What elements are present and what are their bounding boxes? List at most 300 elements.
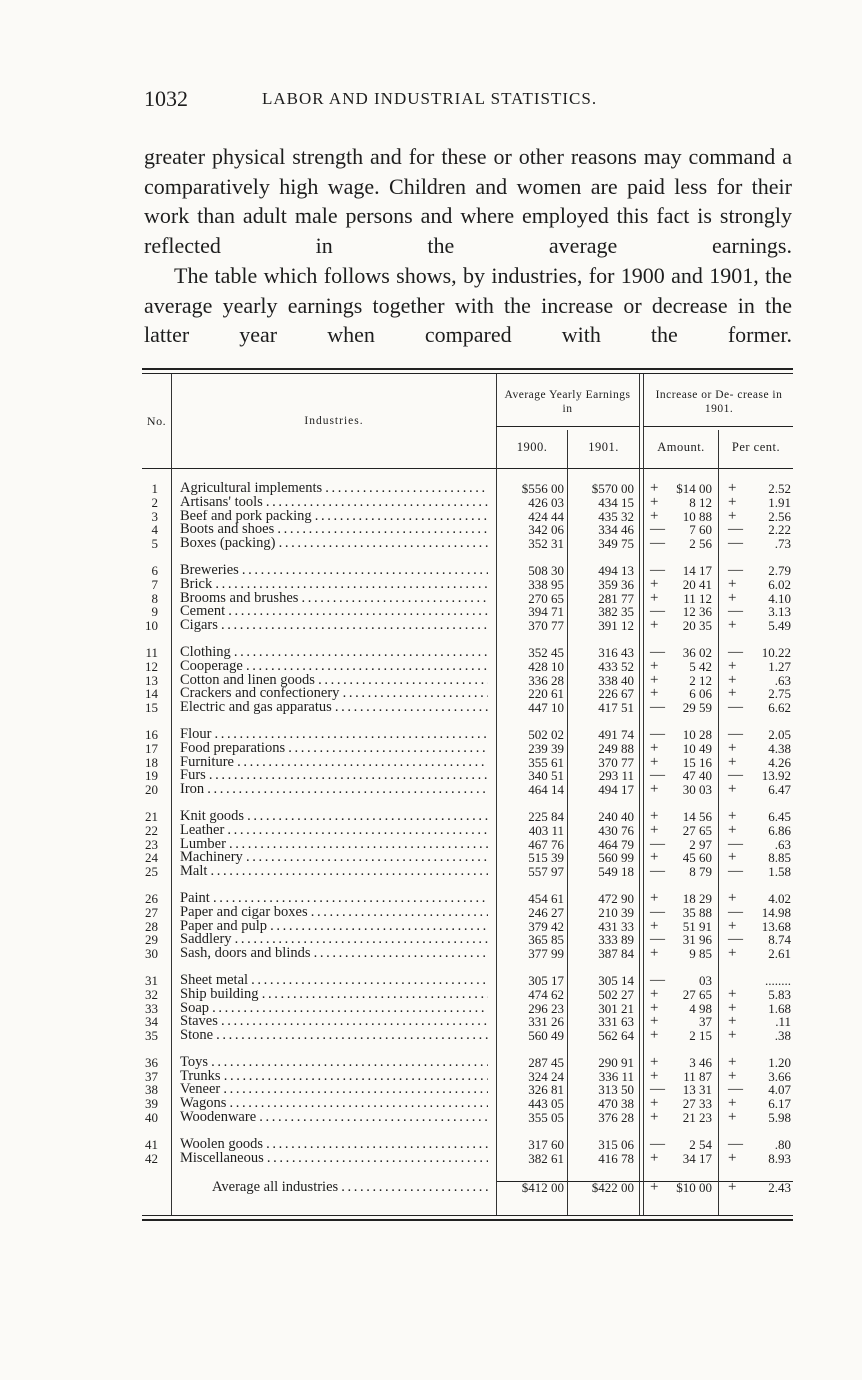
table-row — [140, 783, 796, 797]
earnings-1901: 316 43 — [598, 644, 634, 660]
change-percent: .63 — [774, 672, 791, 688]
change-sign: — — [650, 521, 665, 538]
change-sign: — — [650, 835, 665, 852]
change-amount: 2 15 — [689, 1028, 712, 1044]
header-increase-decrease: Increase or De- crease in 1901. — [655, 389, 783, 415]
earnings-1901: 472 90 — [598, 890, 634, 906]
earnings-table — [140, 482, 796, 1195]
table-row — [140, 657, 796, 674]
change-sign: + — [650, 493, 659, 510]
paragraph-table-intro: The table which follows shows, by industries, for 1900 and 1901, the average yearly earnings together with the increase or decrease in the latter year when compared with the former. — [144, 263, 792, 347]
industry-name: Machinery . . . — [180, 851, 488, 865]
row-number: 29 — [145, 932, 158, 948]
earnings-1901: 370 77 — [598, 754, 634, 770]
percent-sign: — — [728, 931, 743, 948]
earnings-1901: 249 88 — [598, 740, 634, 756]
percent-sign: + — [728, 889, 737, 906]
percent-sign: + — [728, 781, 737, 798]
earnings-1900: 336 28 — [528, 672, 564, 688]
percent-sign: + — [728, 1179, 737, 1196]
change-sign: + — [650, 1095, 659, 1112]
earnings-1900: 355 61 — [528, 754, 564, 770]
change-amount: $10 00 — [676, 1180, 712, 1196]
earnings-1901: 417 51 — [598, 700, 634, 716]
change-amount: 29 59 — [682, 700, 712, 716]
change-percent: 5.49 — [768, 618, 791, 634]
change-amount: 9 85 — [689, 946, 712, 962]
row-number: 10 — [145, 618, 158, 634]
change-amount: 47 40 — [682, 768, 712, 784]
table-row — [140, 725, 796, 742]
change-amount: 11 87 — [683, 1068, 712, 1084]
change-percent: 8.85 — [768, 850, 791, 866]
change-sign: — — [650, 971, 665, 988]
table-bottom-rule-outer — [142, 1219, 793, 1221]
change-percent: 2.56 — [768, 508, 791, 524]
change-sign: + — [650, 985, 659, 1002]
table-row — [140, 687, 796, 701]
table-row — [140, 643, 796, 660]
earnings-1901: 549 18 — [598, 864, 634, 880]
table-row — [140, 753, 796, 770]
earnings-1900: 225 84 — [528, 808, 564, 824]
earnings-1900: 326 81 — [528, 1082, 564, 1098]
industry-name: Stone . . . — [180, 1029, 488, 1043]
earnings-1900: 331 26 — [528, 1014, 564, 1030]
table-row — [140, 807, 796, 824]
change-percent: 4.10 — [768, 590, 791, 606]
change-amount: 36 02 — [682, 644, 712, 660]
change-amount: 27 33 — [682, 1096, 712, 1112]
change-percent: 13.92 — [761, 768, 791, 784]
earnings-1900: 377 99 — [528, 946, 564, 962]
row-number: 24 — [145, 850, 158, 866]
change-percent: 6.62 — [768, 700, 791, 716]
percent-sign: — — [728, 767, 743, 784]
industry-name: Ship building . . . — [180, 988, 488, 1002]
percent-sign: + — [728, 671, 737, 688]
earnings-1901: 431 33 — [598, 918, 634, 934]
percent-sign: — — [728, 535, 743, 552]
percent-sign: + — [728, 1013, 737, 1030]
change-sign: — — [650, 561, 665, 578]
percent-sign: — — [728, 643, 743, 660]
table-row — [140, 985, 796, 1002]
table-row — [140, 523, 796, 537]
table-row — [140, 1111, 796, 1125]
change-sign: — — [650, 863, 665, 880]
row-number: 35 — [145, 1028, 158, 1044]
change-sign: — — [650, 535, 665, 552]
industry-name: Iron . . . — [180, 783, 488, 797]
industry-name: Trunks . . . — [180, 1070, 488, 1084]
change-amount: 27 65 — [682, 986, 712, 1002]
row-number: 7 — [151, 576, 158, 592]
change-sign: + — [650, 685, 659, 702]
change-sign: + — [650, 945, 659, 962]
industry-name: Cement . . . — [180, 605, 488, 619]
group-spacer — [140, 879, 796, 892]
table-row — [140, 507, 796, 524]
earnings-1901: 290 91 — [598, 1054, 634, 1070]
earnings-1901: 240 40 — [598, 808, 634, 824]
table-row — [140, 605, 796, 619]
percent-sign: + — [728, 685, 737, 702]
table-top-rule-inner — [142, 373, 793, 374]
row-number: 34 — [145, 1014, 158, 1030]
table-row — [140, 821, 796, 838]
change-percent: 2.75 — [768, 686, 791, 702]
change-sign: + — [650, 1109, 659, 1126]
change-amount: 10 49 — [682, 740, 712, 756]
industry-name: Sash, doors and blinds . . . — [180, 947, 488, 961]
table-row — [140, 917, 796, 934]
earnings-1901: 494 17 — [598, 782, 634, 798]
change-amount: 35 88 — [682, 904, 712, 920]
change-amount: 2 56 — [689, 536, 712, 552]
earnings-1901: 382 35 — [598, 604, 634, 620]
industry-name: Toys . . . — [180, 1056, 488, 1070]
change-amount: 6 06 — [689, 686, 712, 702]
table-row — [140, 701, 796, 715]
change-percent: 4.38 — [768, 740, 791, 756]
row-number: 13 — [145, 672, 158, 688]
earnings-1901: 387 84 — [598, 946, 634, 962]
row-number: 37 — [145, 1068, 158, 1084]
table-row — [140, 561, 796, 578]
change-percent: ........ — [765, 972, 791, 988]
earnings-1901: 494 13 — [598, 562, 634, 578]
earnings-1900: 287 45 — [528, 1054, 564, 1070]
change-percent: 8.93 — [768, 1150, 791, 1166]
earnings-1900: 502 02 — [528, 726, 564, 742]
earnings-1901: 435 32 — [598, 508, 634, 524]
earnings-1901: 562 64 — [598, 1028, 634, 1044]
header-per-cent: Per cent. — [731, 440, 781, 454]
change-amount: 37 — [699, 1014, 712, 1030]
earnings-1901: 336 11 — [598, 1068, 634, 1084]
row-number: 3 — [151, 508, 158, 524]
change-amount: 3 46 — [689, 1054, 712, 1070]
percent-sign: + — [728, 589, 737, 606]
change-percent: 2.05 — [768, 726, 791, 742]
row-number: 19 — [145, 768, 158, 784]
row-number: 17 — [145, 740, 158, 756]
earnings-1900: 454 61 — [528, 890, 564, 906]
change-sign: + — [650, 889, 659, 906]
earnings-1900: 560 49 — [528, 1028, 564, 1044]
change-percent: 2.61 — [768, 946, 791, 962]
running-title: LABOR AND INDUSTRIAL STATISTICS. — [262, 89, 598, 108]
table-row — [140, 1067, 796, 1084]
earnings-subhead-rule — [496, 426, 639, 427]
row-number: 1 — [151, 481, 158, 496]
row-number: 4 — [151, 522, 158, 538]
header-average-yearly-earnings: Average Yearly Earnings in — [504, 389, 631, 415]
industry-name: Malt . . . — [180, 865, 488, 879]
change-amount: 7 60 — [689, 522, 712, 538]
change-amount: 10 88 — [682, 508, 712, 524]
change-sign: + — [650, 999, 659, 1016]
row-number: 40 — [145, 1110, 158, 1126]
change-sign: — — [650, 699, 665, 716]
change-sign: — — [650, 931, 665, 948]
industry-name: Crackers and confectionery . . . — [180, 687, 488, 701]
change-sign: + — [650, 739, 659, 756]
change-percent: .11 — [775, 1014, 791, 1030]
change-sign: + — [650, 753, 659, 770]
row-number: 30 — [145, 946, 158, 962]
row-number: 23 — [145, 836, 158, 852]
table-row — [140, 971, 796, 988]
industry-name: Flour . . . — [180, 728, 488, 742]
earnings-1901: 416 78 — [598, 1150, 634, 1166]
change-amount: 10 28 — [682, 726, 712, 742]
earnings-1900: 338 95 — [528, 576, 564, 592]
earnings-1901: 434 15 — [598, 494, 634, 510]
change-percent: 4.02 — [768, 890, 791, 906]
earnings-1901: 560 99 — [598, 850, 634, 866]
row-number: 18 — [145, 754, 158, 770]
percent-sign: + — [728, 917, 737, 934]
earnings-1900: 324 24 — [528, 1068, 564, 1084]
earnings-1900: 557 97 — [528, 864, 564, 880]
change-sign: + — [650, 575, 659, 592]
change-percent: 1.20 — [768, 1054, 791, 1070]
table-row — [140, 851, 796, 865]
table-row — [140, 947, 796, 961]
table-row — [140, 1083, 796, 1097]
percent-sign: + — [728, 985, 737, 1002]
percent-sign: — — [728, 561, 743, 578]
table-row — [140, 589, 796, 606]
industry-name: Soap . . . — [180, 1002, 488, 1016]
change-amount: 2 54 — [689, 1136, 712, 1152]
earnings-1900: 220 61 — [528, 686, 564, 702]
table-row — [140, 1053, 796, 1070]
change-percent: 6.47 — [768, 782, 791, 798]
industry-name: Boxes (packing) . . . — [180, 537, 488, 551]
table-top-rule — [142, 368, 793, 370]
change-percent: 4.26 — [768, 754, 791, 770]
row-number: 28 — [145, 918, 158, 934]
change-percent: 1.27 — [768, 658, 791, 674]
earnings-1900: 508 30 — [528, 562, 564, 578]
change-percent: 13.68 — [761, 918, 791, 934]
earnings-1900: 424 44 — [528, 508, 564, 524]
industry-name: Cooperage . . . — [180, 660, 488, 674]
percent-sign: + — [728, 999, 737, 1016]
industry-name: Woolen goods . . . — [180, 1138, 488, 1152]
change-percent: 8.74 — [768, 932, 791, 948]
change-percent: 3.66 — [768, 1068, 791, 1084]
change-percent: 1.91 — [768, 494, 791, 510]
earnings-1900: 239 39 — [528, 740, 564, 756]
change-sign: + — [650, 617, 659, 634]
earnings-1900: 443 05 — [528, 1096, 564, 1112]
row-number: 39 — [145, 1096, 158, 1112]
earnings-1901: 331 63 — [598, 1014, 634, 1030]
change-percent: 1.68 — [768, 1000, 791, 1016]
header-no: No. — [146, 414, 167, 428]
change-amount: 20 41 — [682, 576, 712, 592]
earnings-1900: 340 51 — [528, 768, 564, 784]
earnings-1901: 349 75 — [598, 536, 634, 552]
row-number: 14 — [145, 686, 158, 702]
row-number: 15 — [145, 700, 158, 716]
change-amount: 5 42 — [689, 658, 712, 674]
change-percent: 2.52 — [768, 481, 791, 496]
percent-sign: + — [728, 493, 737, 510]
industry-name: Agricultural implements . . . — [180, 482, 488, 496]
earnings-1900: 447 10 — [528, 700, 564, 716]
percent-sign: — — [728, 835, 743, 852]
row-number: 21 — [145, 808, 158, 824]
change-sign: + — [650, 781, 659, 798]
change-amount: 03 — [699, 972, 712, 988]
change-percent: 6.45 — [768, 808, 791, 824]
earnings-1901: $570 00 — [591, 481, 634, 496]
change-sign: + — [650, 1067, 659, 1084]
earnings-1901: 430 76 — [598, 822, 634, 838]
earnings-1900: $556 00 — [521, 481, 564, 496]
row-number: 22 — [145, 822, 158, 838]
change-sign: + — [650, 657, 659, 674]
change-sign: + — [650, 821, 659, 838]
industry-name: Electric and gas apparatus . . . — [180, 701, 488, 715]
table-row — [140, 889, 796, 906]
change-amount: 20 35 — [682, 618, 712, 634]
group-spacer — [140, 1043, 796, 1056]
change-percent: 14.98 — [761, 904, 791, 920]
percent-sign: + — [728, 1067, 737, 1084]
earnings-1901: 305 14 — [598, 972, 634, 988]
earnings-1900: 305 17 — [528, 972, 564, 988]
change-percent: 2.43 — [768, 1180, 791, 1196]
percent-sign: + — [728, 1109, 737, 1126]
change-sign: — — [650, 603, 665, 620]
percent-sign: + — [728, 480, 737, 496]
earnings-1900: 426 03 — [528, 494, 564, 510]
earnings-1900: $412 00 — [521, 1180, 564, 1196]
change-percent: 10.22 — [761, 644, 791, 660]
change-percent: 2.79 — [768, 562, 791, 578]
table-row — [140, 933, 796, 947]
change-amount: 34 17 — [682, 1150, 712, 1166]
earnings-1900: 394 71 — [528, 604, 564, 620]
percent-sign: + — [728, 1149, 737, 1166]
change-amount: $14 00 — [676, 481, 712, 496]
earnings-1900: 246 27 — [528, 904, 564, 920]
change-amount: 14 56 — [682, 808, 712, 824]
row-number: 27 — [145, 904, 158, 920]
percent-sign: — — [728, 699, 743, 716]
change-amount: 15 16 — [682, 754, 712, 770]
earnings-1900: 270 65 — [528, 590, 564, 606]
group-spacer — [140, 1125, 796, 1138]
percent-sign: — — [728, 863, 743, 880]
row-number: 26 — [145, 890, 158, 906]
row-number: 38 — [145, 1082, 158, 1098]
change-percent: 2.22 — [768, 522, 791, 538]
earnings-1900: 515 39 — [528, 850, 564, 866]
industry-name: Lumber . . . — [180, 838, 488, 852]
industry-name: Clothing . . . — [180, 646, 488, 660]
row-number: 6 — [151, 562, 158, 578]
earnings-1901: 376 28 — [598, 1110, 634, 1126]
earnings-1901: 338 40 — [598, 672, 634, 688]
table-row — [140, 769, 796, 783]
industry-name: Staves . . . — [180, 1015, 488, 1029]
change-sign: — — [650, 1081, 665, 1098]
table-row — [140, 619, 796, 633]
earnings-1900: 317 60 — [528, 1136, 564, 1152]
percent-sign: — — [728, 725, 743, 742]
table-row — [140, 493, 796, 510]
change-sign: + — [650, 807, 659, 824]
row-number: 41 — [145, 1136, 158, 1152]
earnings-1900: 403 11 — [528, 822, 564, 838]
earnings-1901: 470 38 — [598, 1096, 634, 1112]
change-sign: + — [650, 507, 659, 524]
earnings-1900: 382 61 — [528, 1150, 564, 1166]
industry-name: Average all industries . . . — [212, 1181, 488, 1195]
change-sign: + — [650, 1179, 659, 1196]
earnings-1900: 428 10 — [528, 658, 564, 674]
percent-sign: + — [728, 945, 737, 962]
industry-name: Miscellaneous . . . — [180, 1152, 488, 1166]
industry-name: Paper and pulp . . . — [180, 920, 488, 934]
table-row — [140, 1149, 796, 1166]
paragraph-continued: greater physical strength and for these or other reasons may command a comparatively high wage. Children and women are paid less for their work than adult male persons and where employed this fact is strongly reflected in the average earnings. — [144, 144, 792, 258]
table-row — [140, 482, 796, 496]
earnings-1900: 352 45 — [528, 644, 564, 660]
group-spacer — [140, 715, 796, 728]
earnings-1900: 464 14 — [528, 782, 564, 798]
group-spacer — [140, 961, 796, 974]
header-industries: Industries. — [304, 415, 364, 427]
percent-sign: + — [728, 1027, 737, 1044]
percent-sign: + — [728, 821, 737, 838]
percent-sign: + — [728, 1095, 737, 1112]
change-amount: 8 12 — [689, 494, 712, 510]
industry-name: Veneer . . . — [180, 1083, 488, 1097]
row-number: 2 — [151, 494, 158, 510]
change-sign: + — [650, 917, 659, 934]
industry-name: Furniture . . . — [180, 756, 488, 770]
industry-name: Sheet metal . . . — [180, 974, 488, 988]
change-sign: + — [650, 1013, 659, 1030]
change-sign: + — [650, 671, 659, 688]
percent-sign: + — [728, 849, 737, 866]
industry-name: Knit goods . . . — [180, 810, 488, 824]
table-row — [140, 1135, 796, 1152]
page-number: 1032 — [144, 86, 188, 111]
industry-name: Saddlery . . . — [180, 933, 488, 947]
row-number: 25 — [145, 864, 158, 880]
percent-sign: + — [728, 575, 737, 592]
change-percent: .80 — [774, 1136, 791, 1152]
industry-name: Food preparations . . . — [180, 742, 488, 756]
change-sign: — — [650, 643, 665, 660]
earnings-1900: 352 31 — [528, 536, 564, 552]
percent-sign: + — [728, 739, 737, 756]
earnings-1901: 359 36 — [598, 576, 634, 592]
row-number: 42 — [145, 1150, 158, 1166]
average-row — [140, 1181, 796, 1195]
change-amount: 8 79 — [689, 864, 712, 880]
industry-name: Breweries . . . — [180, 564, 488, 578]
